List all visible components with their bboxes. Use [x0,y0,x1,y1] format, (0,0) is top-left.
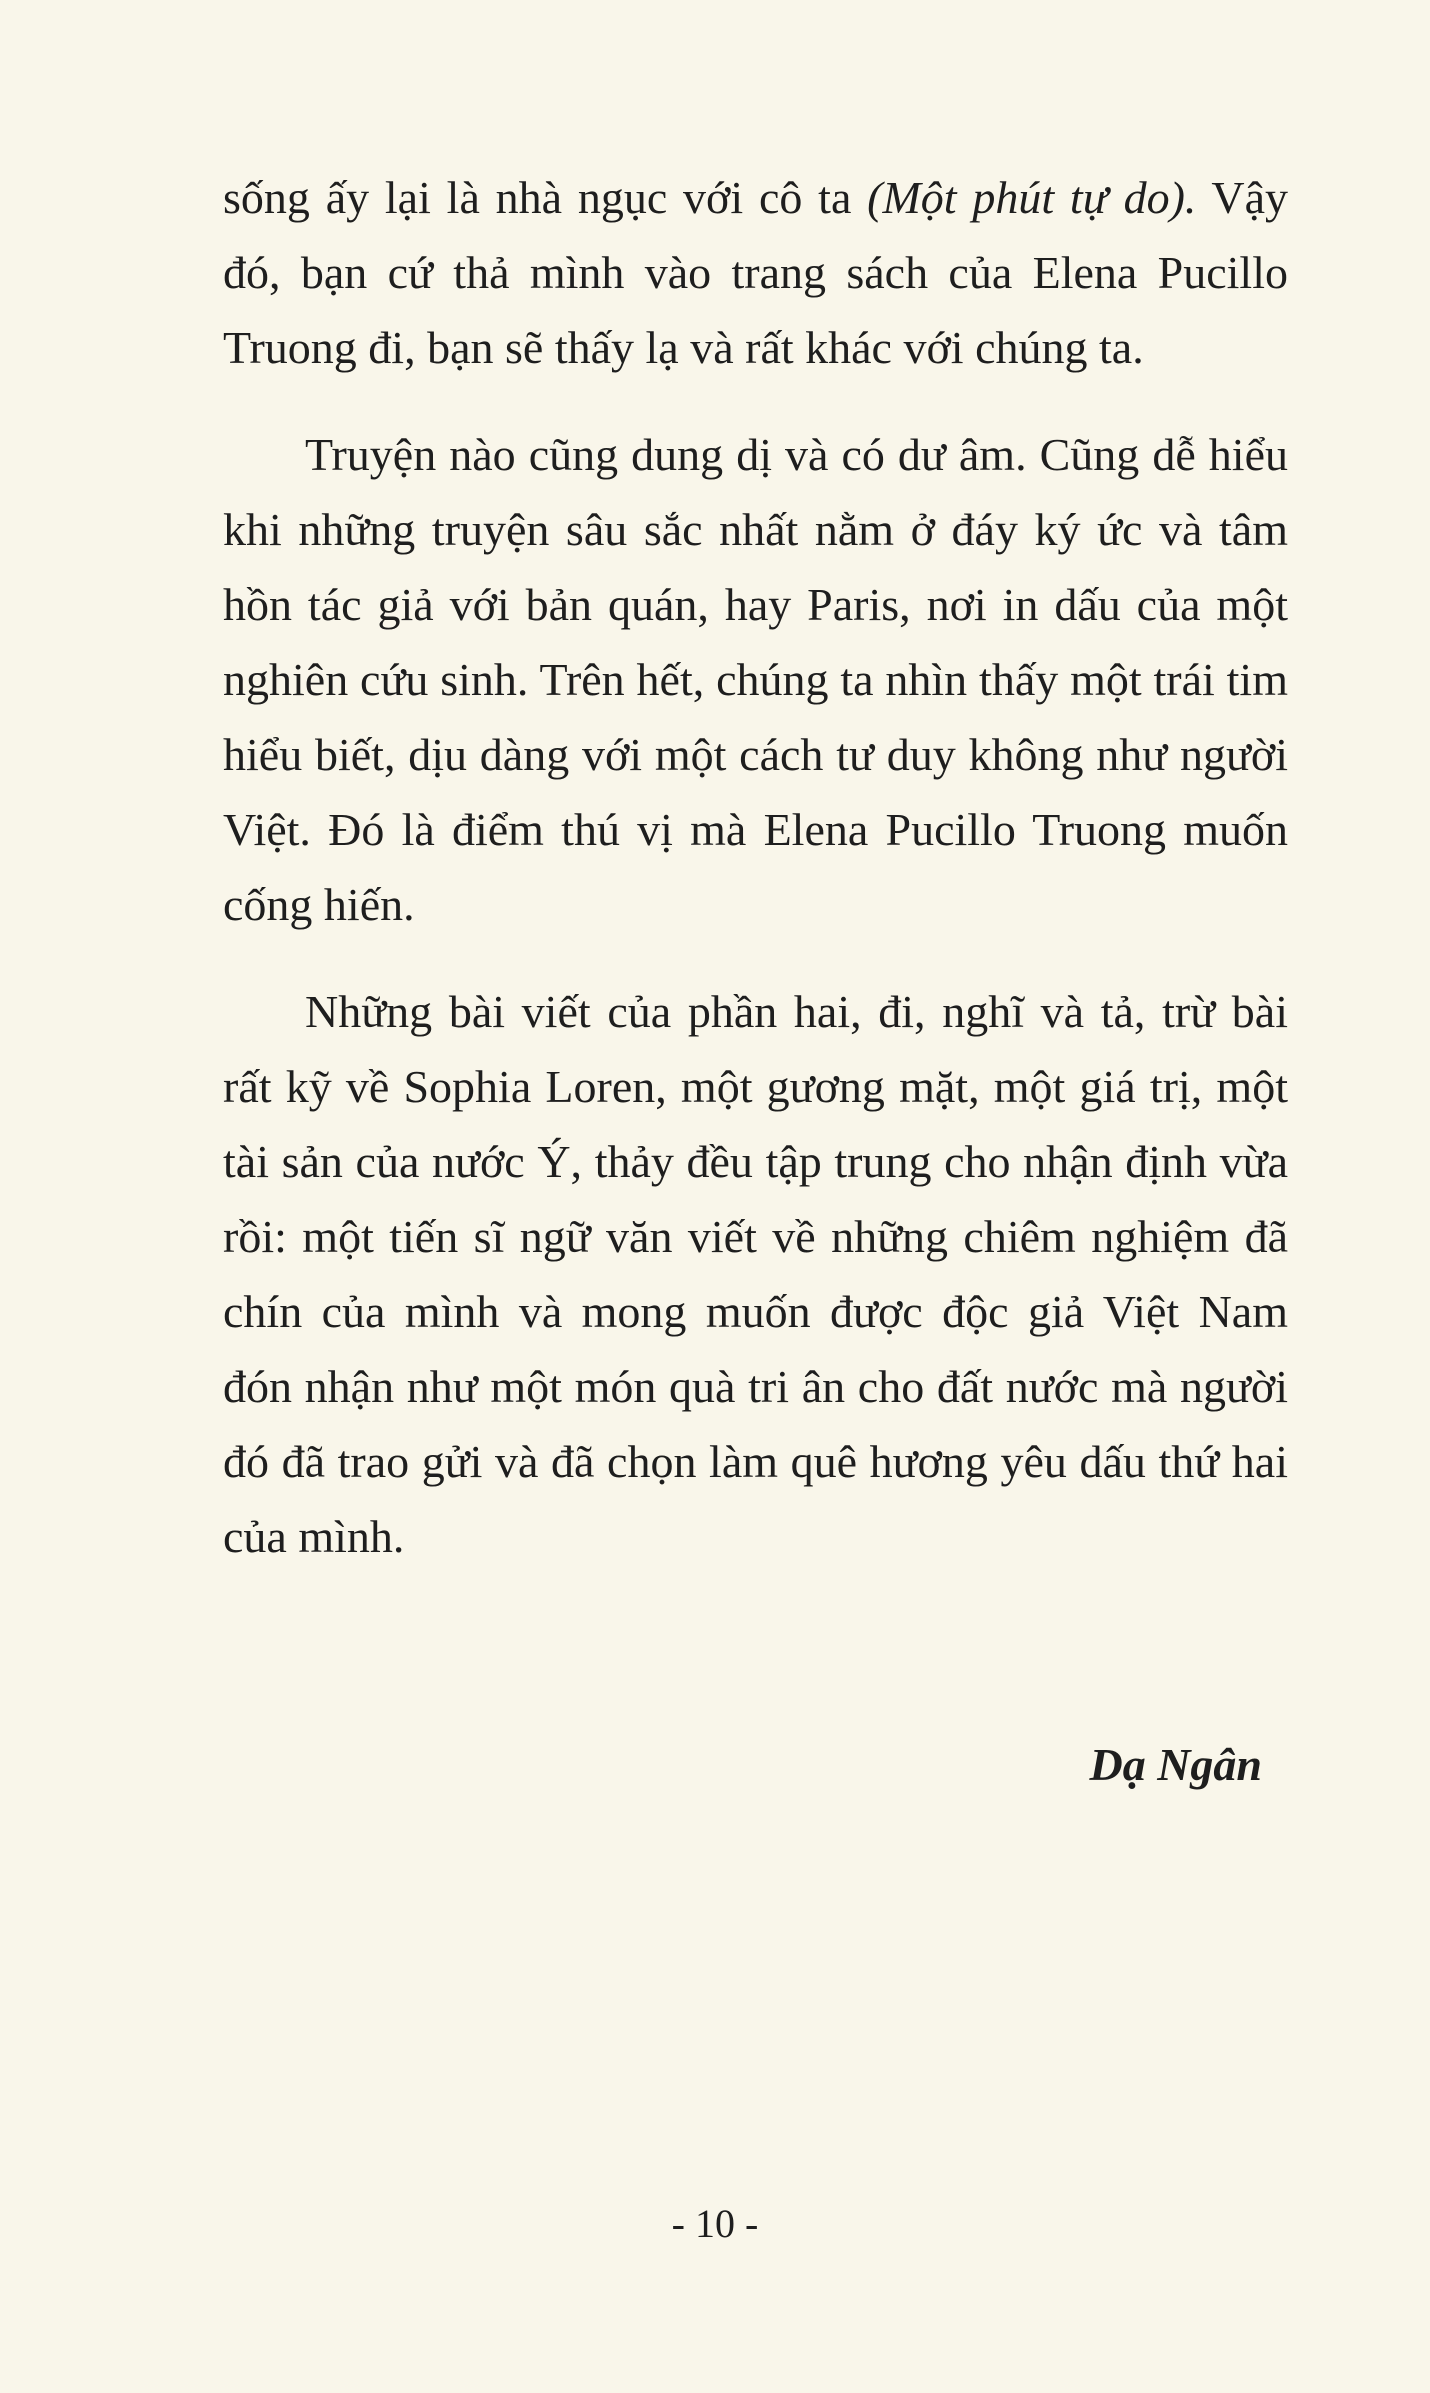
author-signature: Dạ Ngân [1089,1739,1262,1790]
story-title-italic: (Một phút tự do). [867,172,1197,223]
paragraph-3: Những bài viết của phần hai, đi, nghĩ và tả, trừ bài rất kỹ về Sophia Loren, một gương mặt, một giá trị, một tài sản của nước Ý, thảy đều tập trung cho nhận định vừa rồi: một tiến sĩ ngữ văn viết về những chiêm nghiệm đã chín của mình và mong muốn được độc giả Việt Nam đón nhận như một món quà tri ân cho đất nước mà người đó đã trao gửi và đã chọn làm quê hương yêu dấu thứ hai của mình. [223,986,1288,1562]
page-number: - 10 - [671,2201,759,2246]
paragraph-2: Truyện nào cũng dung dị và có dư âm. Cũng dễ hiểu khi những truyện sâu sắc nhất nằm ở đáy ký ức và tâm hồn tác giả với bản quán, hay Paris, nơi in dấu của một nghiên cứu sinh. Trên hết, chúng ta nhìn thấy một trái tim hiểu biết, dịu dàng với một cách tư duy không như người Việt. Đó là điểm thú vị mà Elena Pucillo Truong muốn cống hiến. [223,429,1288,930]
paragraph-1 [223,160,1288,385]
paragraph-1-text-end: Vậy đó, bạn cứ thả mình vào trang sách của Elena Pucillo Truong đi, bạn sẽ thấy lạ và rất khác với chúng ta. [223,172,1289,373]
body-text [223,160,1288,1574]
paragraph-1-text-start: sống ấy lại là nhà ngục với cô ta [223,172,868,223]
